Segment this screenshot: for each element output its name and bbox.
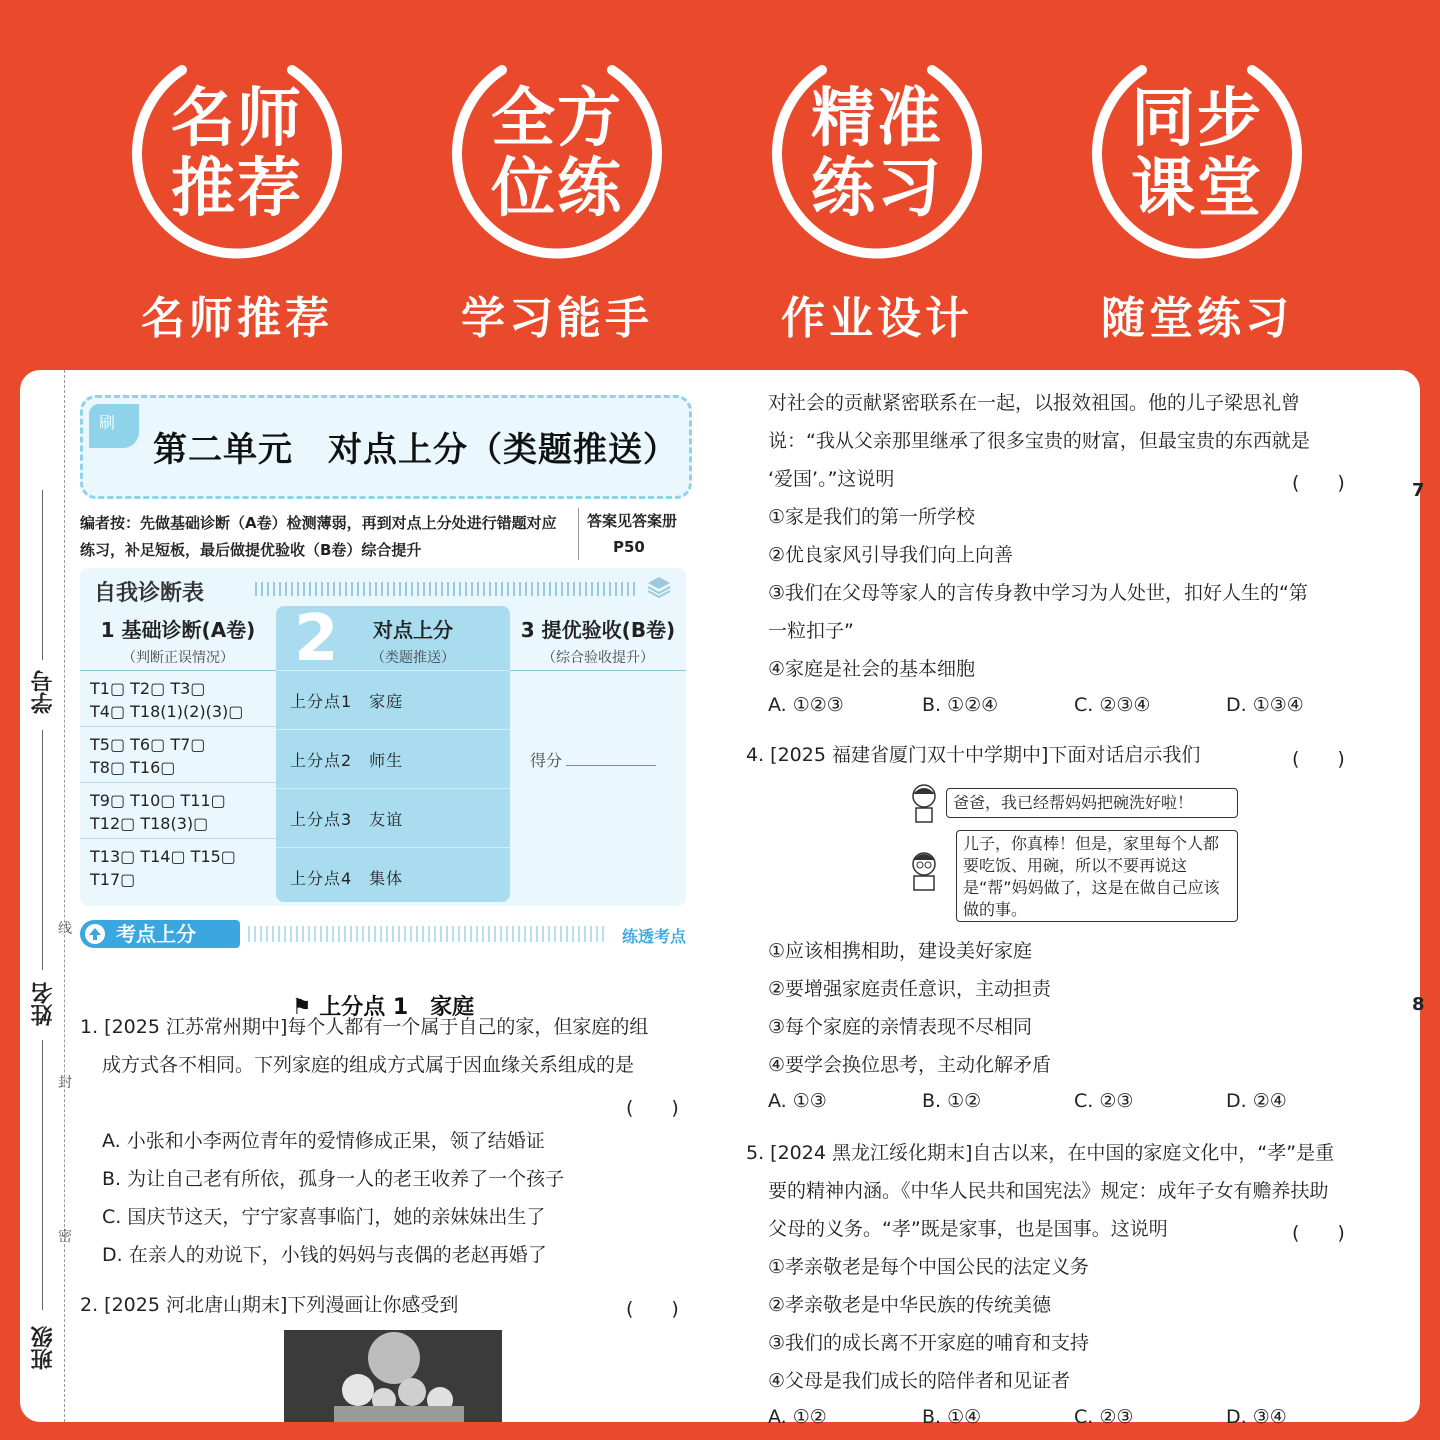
q4-text: 4. [2025 福建省厦门双十中学期中]下面对话启示我们 [746,744,1201,766]
child-speech-bubble: 爸爸，我已经帮妈妈把碗洗好啦！ [946,788,1238,818]
badge-line1: 全方 [491,82,623,156]
badge-line2: 课堂 [1131,152,1263,226]
badge-subtitle: 作业设计 [781,293,973,344]
badge-line2: 位练 [491,152,623,226]
targeted-practice-column [276,602,510,902]
q5-statement: ④父母是我们成长的陪伴者和见证者 [768,1370,1071,1392]
q3-statement: ③我们在父母等家人的言传身教中学习为人处世，扣好人生的“第 [768,582,1308,604]
father-speech-bubble: 儿子，你真棒！但是，家里每个人都要吃饭、用碗，所以不要再说这是“帮”妈妈做了，这是在做自己应该做的事。 [956,830,1238,922]
badge-line1: 名师 [171,82,303,156]
badge-2 [442,40,672,270]
q3-text: 说：“我从父亲那里继承了很多宝贵的财富，但最宝贵的东西就是 [768,430,1310,452]
q4-statement: ③每个家庭的亲情表现不尽相同 [768,1016,1033,1038]
answer-blank[interactable]: ( ) [1292,748,1345,770]
q4-option-b[interactable]: B. ①② [922,1090,982,1112]
comic-image [284,1330,502,1422]
col3-title: 3 提优验收(B卷) [520,618,676,642]
q1-option-d[interactable]: D. 在亲人的劝说下，小钱的妈妈与丧偶的老赵再婚了 [102,1244,547,1266]
right-column [740,370,1400,1428]
score-point-row[interactable]: 上分点3 友谊 [276,789,510,848]
q4-statement: ①应该相携相助，建设美好家庭 [768,940,1033,962]
cut-line [64,370,65,1422]
badge-subtitle: 随堂练习 [1101,293,1293,344]
col1-subtitle: （判断正误情况） [122,650,234,666]
score-field[interactable]: 得分 [530,748,656,771]
answer-ref-text: 答案见答案册 [587,512,678,530]
unit-title-box [80,395,692,499]
q1-line1: 1. [2025 江苏常州期中]每个人都有一个属于自己的家，但家庭的组 [80,1016,649,1038]
q4-statement: ④要学会换位思考，主动化解矛盾 [768,1054,1052,1076]
page-edge-number: 7 [1412,480,1425,501]
arrow-up-icon [84,923,106,945]
q3-text: 对社会的贡献紧密联系在一起，以报效祖国。他的儿子梁思礼曾 [768,392,1301,414]
answer-page: P50 [613,538,645,556]
unit-title: 第二单元 对点上分（类题推送） [153,430,678,470]
badge-line1: 同步 [1131,82,1263,156]
worksheet-page [20,370,1425,1428]
q5-option-b[interactable]: B. ①④ [922,1406,982,1428]
col2-subtitle: （类题推送） [371,650,455,666]
badge-subtitle: 名师推荐 [141,293,333,344]
q3-option-a[interactable]: A. ①②③ [768,694,844,716]
binding-margin [20,370,80,1422]
editor-note: 编者按：先做基础诊断（A卷）检测薄弱，再到对点上分处进行错题对应练习，补足短板，最后做提优验收（B卷）综合提升 [80,514,557,559]
score-point-row[interactable]: 上分点4 集体 [290,869,404,888]
q5-option-a[interactable]: A. ①② [768,1406,827,1428]
q1-option-a[interactable]: A. 小张和小李两位青年的爱情修成正果，领了结婚证 [102,1130,545,1152]
answer-blank[interactable]: ( ) [626,1298,679,1320]
q3-option-b[interactable]: B. ①②④ [922,694,999,716]
badge-subtitle: 学习能手 [461,293,653,344]
q3-statement: 一粒扣子” [768,620,854,642]
q4-option-d[interactable]: D. ②④ [1226,1090,1287,1112]
decorative-ticks [255,582,635,596]
layers-icon [646,574,672,600]
page-edge-number: 8 [1412,994,1425,1015]
badge-4 [1082,40,1312,270]
q5-statement: ③我们的成长离不开家庭的哺育和支持 [768,1332,1090,1354]
margin-line [42,1040,43,1310]
section-banner [80,920,686,950]
class-label: 班级 [31,1326,56,1370]
q3-option-d[interactable]: D. ①③④ [1226,694,1304,716]
q4-option-c[interactable]: C. ②③ [1074,1090,1134,1112]
q3-option-c[interactable]: C. ②③④ [1074,694,1151,716]
student-id-label: 学号 [31,670,56,714]
q3-statement: ①家是我们的第一所学校 [768,506,976,528]
q3-statement: ②优良家风引导我们向上向善 [768,544,1014,566]
q5-text: 要的精神内涵。《中华人民共和国宪法》规定：成年子女有赡养扶助 [768,1180,1329,1202]
margin-line [42,490,43,660]
child-avatar [906,782,942,822]
col1-title: 1 基础诊断(A卷) [100,618,256,642]
col3-subtitle: （综合验收提升） [542,650,654,666]
basic-diagnosis-column [80,606,276,906]
diagnosis-table [80,568,686,906]
margin-line [42,730,43,970]
score-point-row[interactable]: 上分点2 师生 [276,730,510,789]
seal-mark: 线 [58,921,72,937]
q1-option-b[interactable]: B. 为让自己老有所依，孤身一人的老王收养了一个孩子 [102,1168,565,1190]
father-avatar [906,850,942,890]
child-face-icon [906,782,942,822]
diagnosis-heading: 自我诊断表 [94,581,205,606]
family-moon-illustration [284,1330,502,1422]
q5-option-c[interactable]: C. ②③ [1074,1406,1134,1428]
checkbox-row[interactable]: T1▢ T2▢ T3▢ T4▢ T18(1)(2)(3)▢ [80,671,276,727]
seal-mark: 密 [58,1229,72,1245]
q4-option-a[interactable]: A. ①③ [768,1090,827,1112]
step-number: 2 [294,602,339,676]
checkbox-row[interactable]: T13▢ T14▢ T15▢ T17▢ [90,847,236,889]
q5-text: 5. [2024 黑龙江绥化期末]自古以来，在中国的家庭文化中，“孝”是重 [746,1142,1335,1164]
q1-option-c[interactable]: C. 国庆节这天，宁宁家喜事临门，她的亲妹妹出生了 [102,1206,546,1228]
q1-line2: 成方式各不相同。下列家庭的组成方式属于因血缘关系组成的是 [102,1054,635,1076]
score-point-heading: ⚑ 上分点 1 家庭 [291,995,475,1020]
answer-blank[interactable]: ( ) [1292,1222,1345,1244]
answer-blank[interactable]: ( ) [1292,472,1345,494]
q3-statement: ④家庭是社会的基本细胞 [768,658,976,680]
badge-line2: 推荐 [171,152,303,226]
badge-3 [762,40,992,270]
badge-line1: 精准 [811,82,943,156]
name-label: 姓名 [31,982,56,1026]
flag-icon: ⚑ [291,995,320,1020]
q5-option-d[interactable]: D. ③④ [1226,1406,1287,1428]
answer-reference [578,508,697,560]
q5-text: 父母的义务。“孝”既是家事，也是国事。这说明 [768,1218,1168,1240]
father-face-icon [906,850,942,890]
answer-blank[interactable]: ( ) [626,1097,679,1119]
checkbox-row[interactable]: T9▢ T10▢ T11▢ T12▢ T18(3)▢ [80,783,276,839]
score-point-row[interactable]: 上分点1 家庭 [276,671,510,730]
q2-line1: 2. [2025 河北唐山期末]下列漫画让你感受到 [80,1294,459,1316]
q3-text: ‘爱国’。”这说明 [768,468,895,490]
q5-statement: ①孝亲敬老是每个中国公民的法定义务 [768,1256,1090,1278]
section-badge: 考点上分 [80,920,240,948]
advanced-check-column [510,606,686,906]
checkbox-row[interactable]: T5▢ T6▢ T7▢ T8▢ T16▢ [80,727,276,783]
q4-statement: ②要增强家庭责任意识，主动担责 [768,978,1052,1000]
col2-title: 对点上分 [373,618,453,642]
badge-1 [122,40,352,270]
promo-banner [0,0,1440,370]
decorative-stripes [248,926,608,942]
q5-statement: ②孝亲敬老是中华民族的传统美德 [768,1294,1052,1316]
badge-line2: 练习 [811,152,943,226]
flag-tag: 刷 [89,404,139,448]
seal-mark: 封 [58,1075,72,1091]
left-column [80,390,700,1422]
section-tag: 练透考点 [621,927,686,946]
